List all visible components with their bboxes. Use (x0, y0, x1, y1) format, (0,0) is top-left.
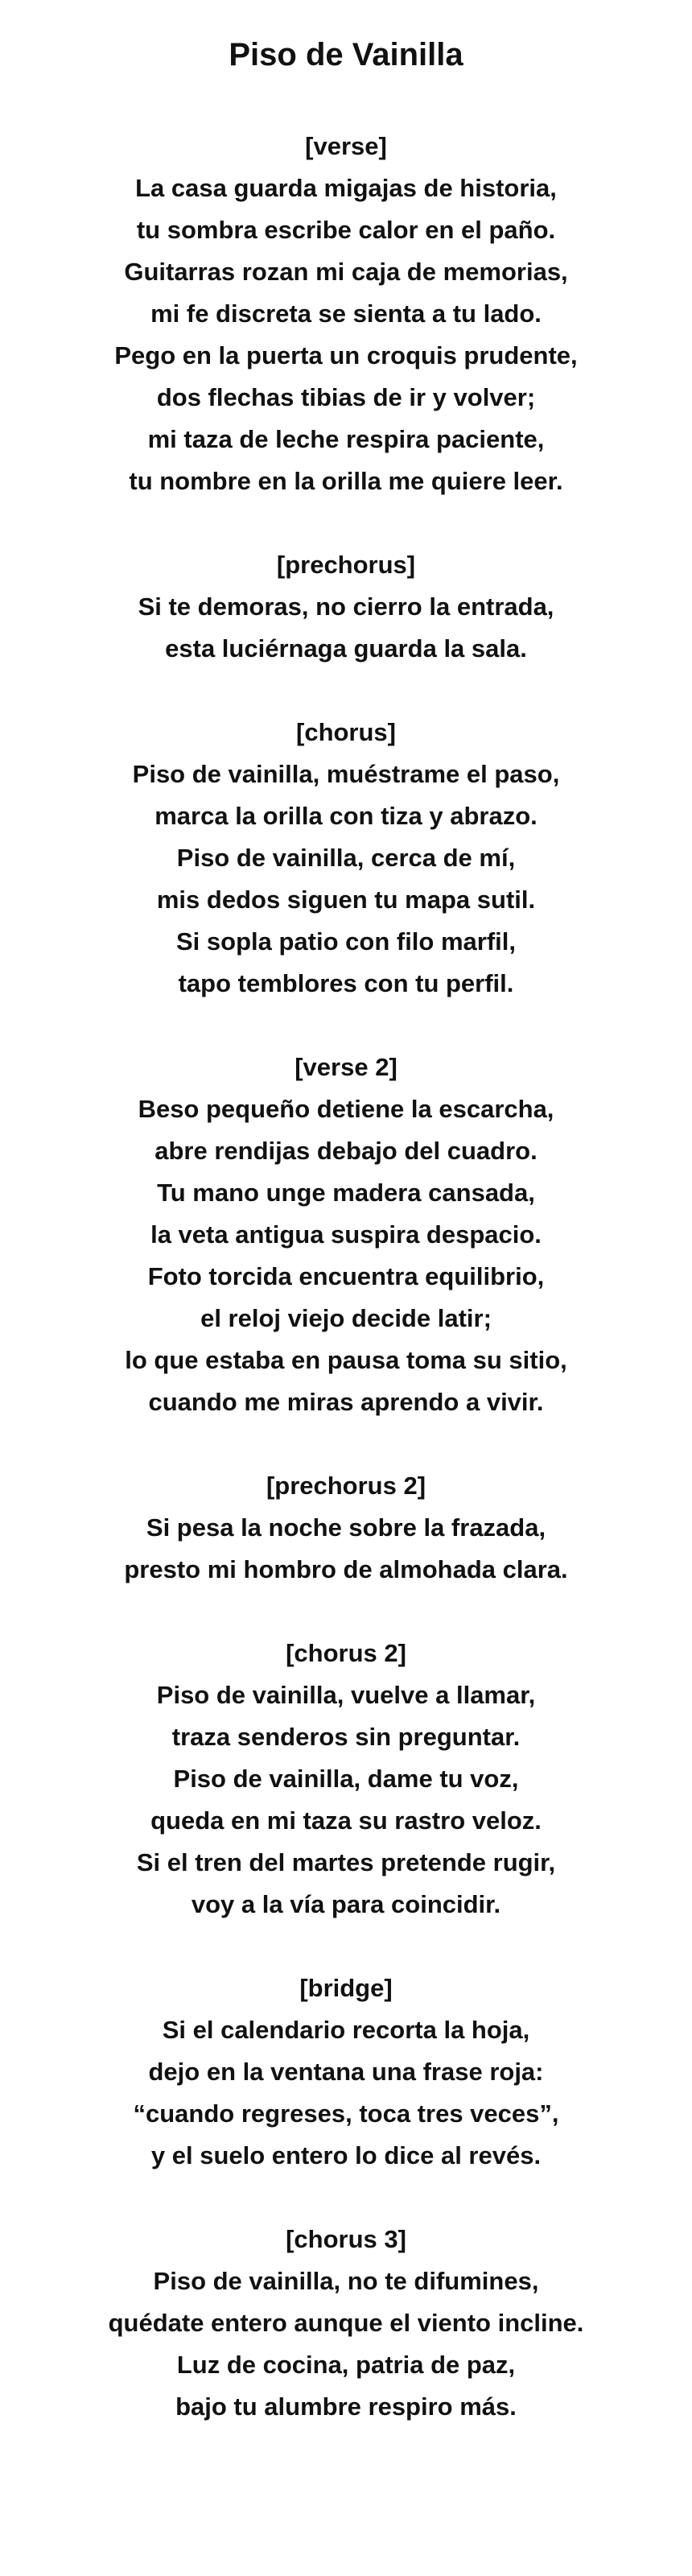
lyric-line: Piso de vainilla, cerca de mí, (176, 844, 516, 872)
lyrics-section (0, 2219, 692, 2428)
section-label: [chorus] (296, 718, 396, 746)
lyrics-section (0, 544, 692, 670)
lyric-line: mis dedos siguen tu mapa sutil. (156, 886, 536, 914)
lyrics-section (0, 1046, 692, 1423)
section-label: [verse 2] (295, 1053, 397, 1081)
lyric-line: Si sopla patio con filo marfil, (176, 927, 516, 956)
lyric-line: Tu mano unge madera cansada, (157, 1179, 535, 1207)
lyric-line: Luz de cocina, patria de paz, (176, 2351, 516, 2379)
lyric-line: traza senderos sin preguntar. (171, 1723, 521, 1751)
lyric-line: quédate entero aunque el viento incline. (108, 2309, 584, 2337)
lyric-line: Beso pequeño detiene la escarcha, (138, 1095, 554, 1123)
lyrics-section (0, 712, 692, 1005)
section-label: [chorus 3] (286, 2225, 406, 2253)
lyric-line: el reloj viejo decide latir; (200, 1304, 492, 1332)
lyric-line: La casa guarda migajas de historia, (135, 174, 557, 202)
lyrics-section (0, 1967, 692, 2177)
section-label: [bridge] (299, 1974, 393, 2002)
lyric-line: la veta antigua suspira despacio. (150, 1220, 542, 1249)
lyric-line: y el suelo entero lo dice al revés. (150, 2141, 542, 2169)
lyric-line: Pego en la puerta un croquis prudente, (114, 341, 578, 369)
lyric-line: Piso de vainilla, muéstrame el paso, (132, 760, 560, 788)
lyric-line: Piso de vainilla, no te difumines, (153, 2267, 539, 2295)
lyric-line: esta luciérnaga guarda la sala. (165, 634, 527, 663)
lyric-line: queda en mi taza su rastro veloz. (150, 1806, 542, 1835)
lyric-line: tu nombre en la orilla me quiere leer. (129, 467, 563, 495)
lyric-line: lo que estaba en pausa toma su sitio, (125, 1346, 567, 1374)
lyrics-section (0, 126, 692, 502)
section-label: [verse] (305, 132, 387, 160)
lyric-line: voy a la vía para coincidir. (191, 1890, 501, 1918)
lyrics-section (0, 1633, 692, 1926)
section-label: [prechorus 2] (266, 1472, 426, 1500)
lyric-line: mi fe discreta se sienta a tu lado. (150, 299, 542, 328)
lyric-line: dos flechas tibias de ir y volver; (156, 383, 536, 411)
lyric-line: Si el tren del martes pretende rugir, (136, 1848, 556, 1876)
lyric-line: Guitarras rozan mi caja de memorias, (124, 258, 568, 286)
lyric-line: Si pesa la noche sobre la frazada, (146, 1513, 546, 1542)
lyric-line: tu sombra escribe calor en el paño. (136, 216, 556, 244)
lyric-line: “cuando regreses, toca tres veces”, (133, 2099, 559, 2128)
lyric-line: bajo tu alumbre respiro más. (175, 2392, 517, 2421)
lyric-line: marca la orilla con tiza y abrazo. (154, 802, 538, 830)
lyric-line: Piso de vainilla, vuelve a llamar, (156, 1681, 536, 1709)
lyric-line: dejo en la ventana una frase roja: (148, 2058, 544, 2086)
lyric-line: Piso de vainilla, dame tu voz, (173, 1765, 519, 1793)
lyric-line: abre rendijas debajo del cuadro. (154, 1137, 538, 1165)
lyric-line: tapo temblores con tu perfil. (178, 969, 514, 997)
lyrics-section (0, 1465, 692, 1591)
lyric-line: mi taza de leche respira paciente, (147, 425, 545, 453)
section-label: [chorus 2] (286, 1639, 406, 1667)
lyric-line: presto mi hombro de almohada clara. (124, 1555, 568, 1583)
lyric-line: cuando me miras aprendo a vivir. (148, 1388, 544, 1416)
lyric-line: Foto torcida encuentra equilibrio, (147, 1262, 545, 1290)
section-label: [prechorus] (276, 551, 416, 579)
lyric-line: Si el calendario recorta la hoja, (162, 2016, 530, 2044)
song-title: Piso de Vainilla (229, 37, 463, 72)
lyric-line: Si te demoras, no cierro la entrada, (138, 592, 554, 621)
lyrics-body (0, 126, 692, 2428)
